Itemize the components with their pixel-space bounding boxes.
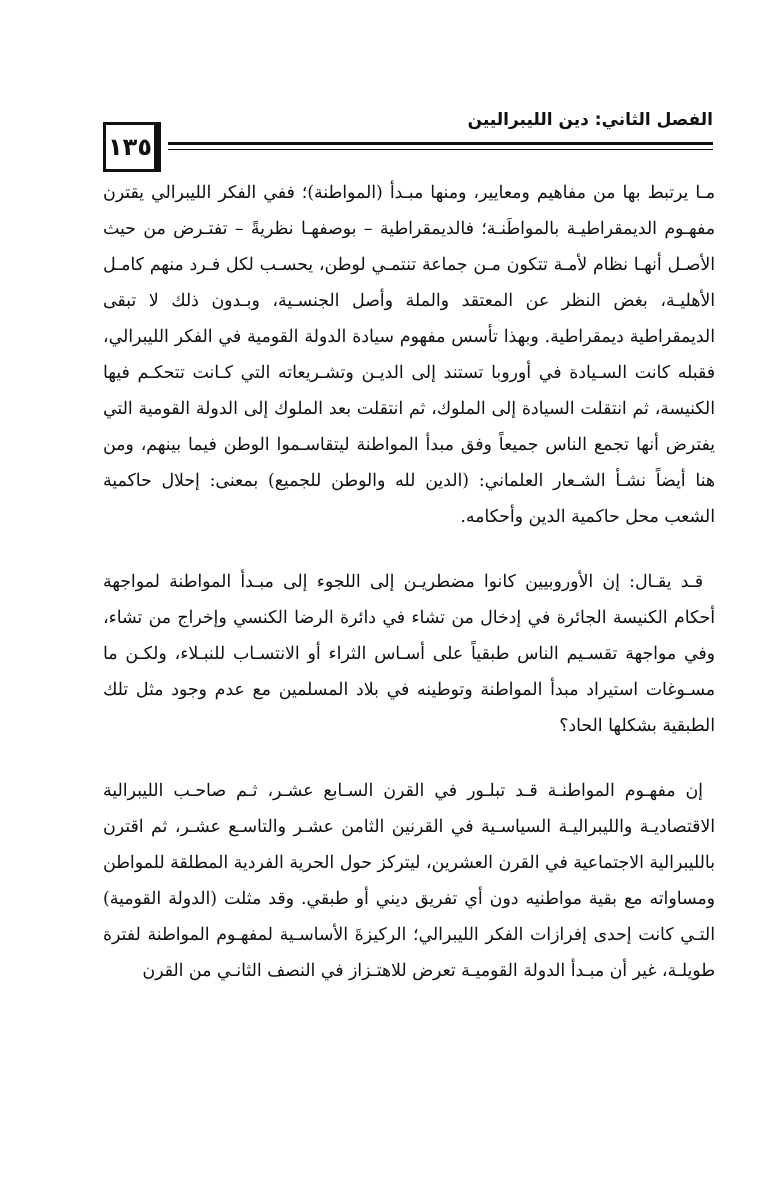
header-rule-thick: [168, 142, 713, 145]
paragraph-1: مـا يرتبط بها من مفاهيم ومعايير، ومنها مبـدأ (المواطنة)؛ ففي الفكر الليبرالي يقترن مفهـوم الديمقراطيـة بالمواطَنـة؛ فالديمقراطية – بوصفهـا نظريةً – تفتـرض من حيث الأصـل أنهـا نظام لأمـة تتكون مـن جماعة تنتمـي لوطن، يحسـب لكل فـرد منهم كامـل الأهليـة، بغض النظر عن المعتقد والملة وأصل الجنسـية، وبـدون ذلك لا تبقى الديمقراطية ديمقراطية. وبهذا تأسس مفهوم سيادة الدولة القومية في الفكر الليبرالي، فقبله كانت السـيادة في أوروبا تستند إلى الديـن وتشـريعاته التي كـانت تتحكـم فيها الكنيسة، ثم انتقلت السيادة إلى الملوك، ثم انتقلت بعد الملوك إلى الدولة القومية التي يفترض أنها تجمع الناس جميعاً وفق مبدأ المواطنة ليتقاسـموا الوطن فيما بينهم، ومن هنا أيضاً نشـأ الشـعار العلماني: (الدين لله والوطن للجميع) بمعنى: إحلال حاكمية الشعب محل حاكمية الدين وأحكامه.: [103, 183, 715, 527]
paragraph-3: إن مفهـوم المواطنـة قـد تبلـور في القرن السـابع عشـر، ثـم صاحـب الليبرالية الاقتصاديـة والليبراليـة السياسـية في القرنين الثامن عشـر والتاسـع عشـر، ثم اقترن بالليبرالية الاجتماعية في القرن العشرين، ليتركز حول الحرية الفردية المطلقة للمواطن ومساواته مع بقية مواطنيه دون أي تفريق ديني أو طبقي. وقد مثلت (الدولة القومية) التـي كانت إحدى إفرازات الفكر الليبرالي؛ الركيزةَ الأساسـية لمفهـوم المواطنة لفترة طويلـة، غير أن مبـدأ الدولة القوميـة تعرض للاهتـزاز في النصف الثانـي من القرن: [103, 781, 715, 981]
running-head-title: الفصل الثاني: دين الليبراليين: [467, 110, 713, 130]
page-number: ١٣٥: [103, 122, 161, 172]
paragraph-2: قـد يقـال: إن الأوروبيين كانوا مضطريـن إلى اللجوء إلى مبـدأ المواطنة لمواجهة أحكام الكنيسة الجائرة في إدخال من تشاء في دائرة الرضا الكنسي وإخراج من تشاء، وفي مواجهة تقسـيم الناس طبقياً على أسـاس الثراء أو الانتسـاب للنبـلاء، ولكـن ما مسـوغات استيراد مبدأ المواطنة وتوطينه في بلاد المسلمين مع عدم وجود مثل تلك الطبقية بشكلها الحاد؟: [103, 572, 715, 736]
header-rule-thin: [168, 149, 713, 150]
body-text: [103, 175, 715, 989]
